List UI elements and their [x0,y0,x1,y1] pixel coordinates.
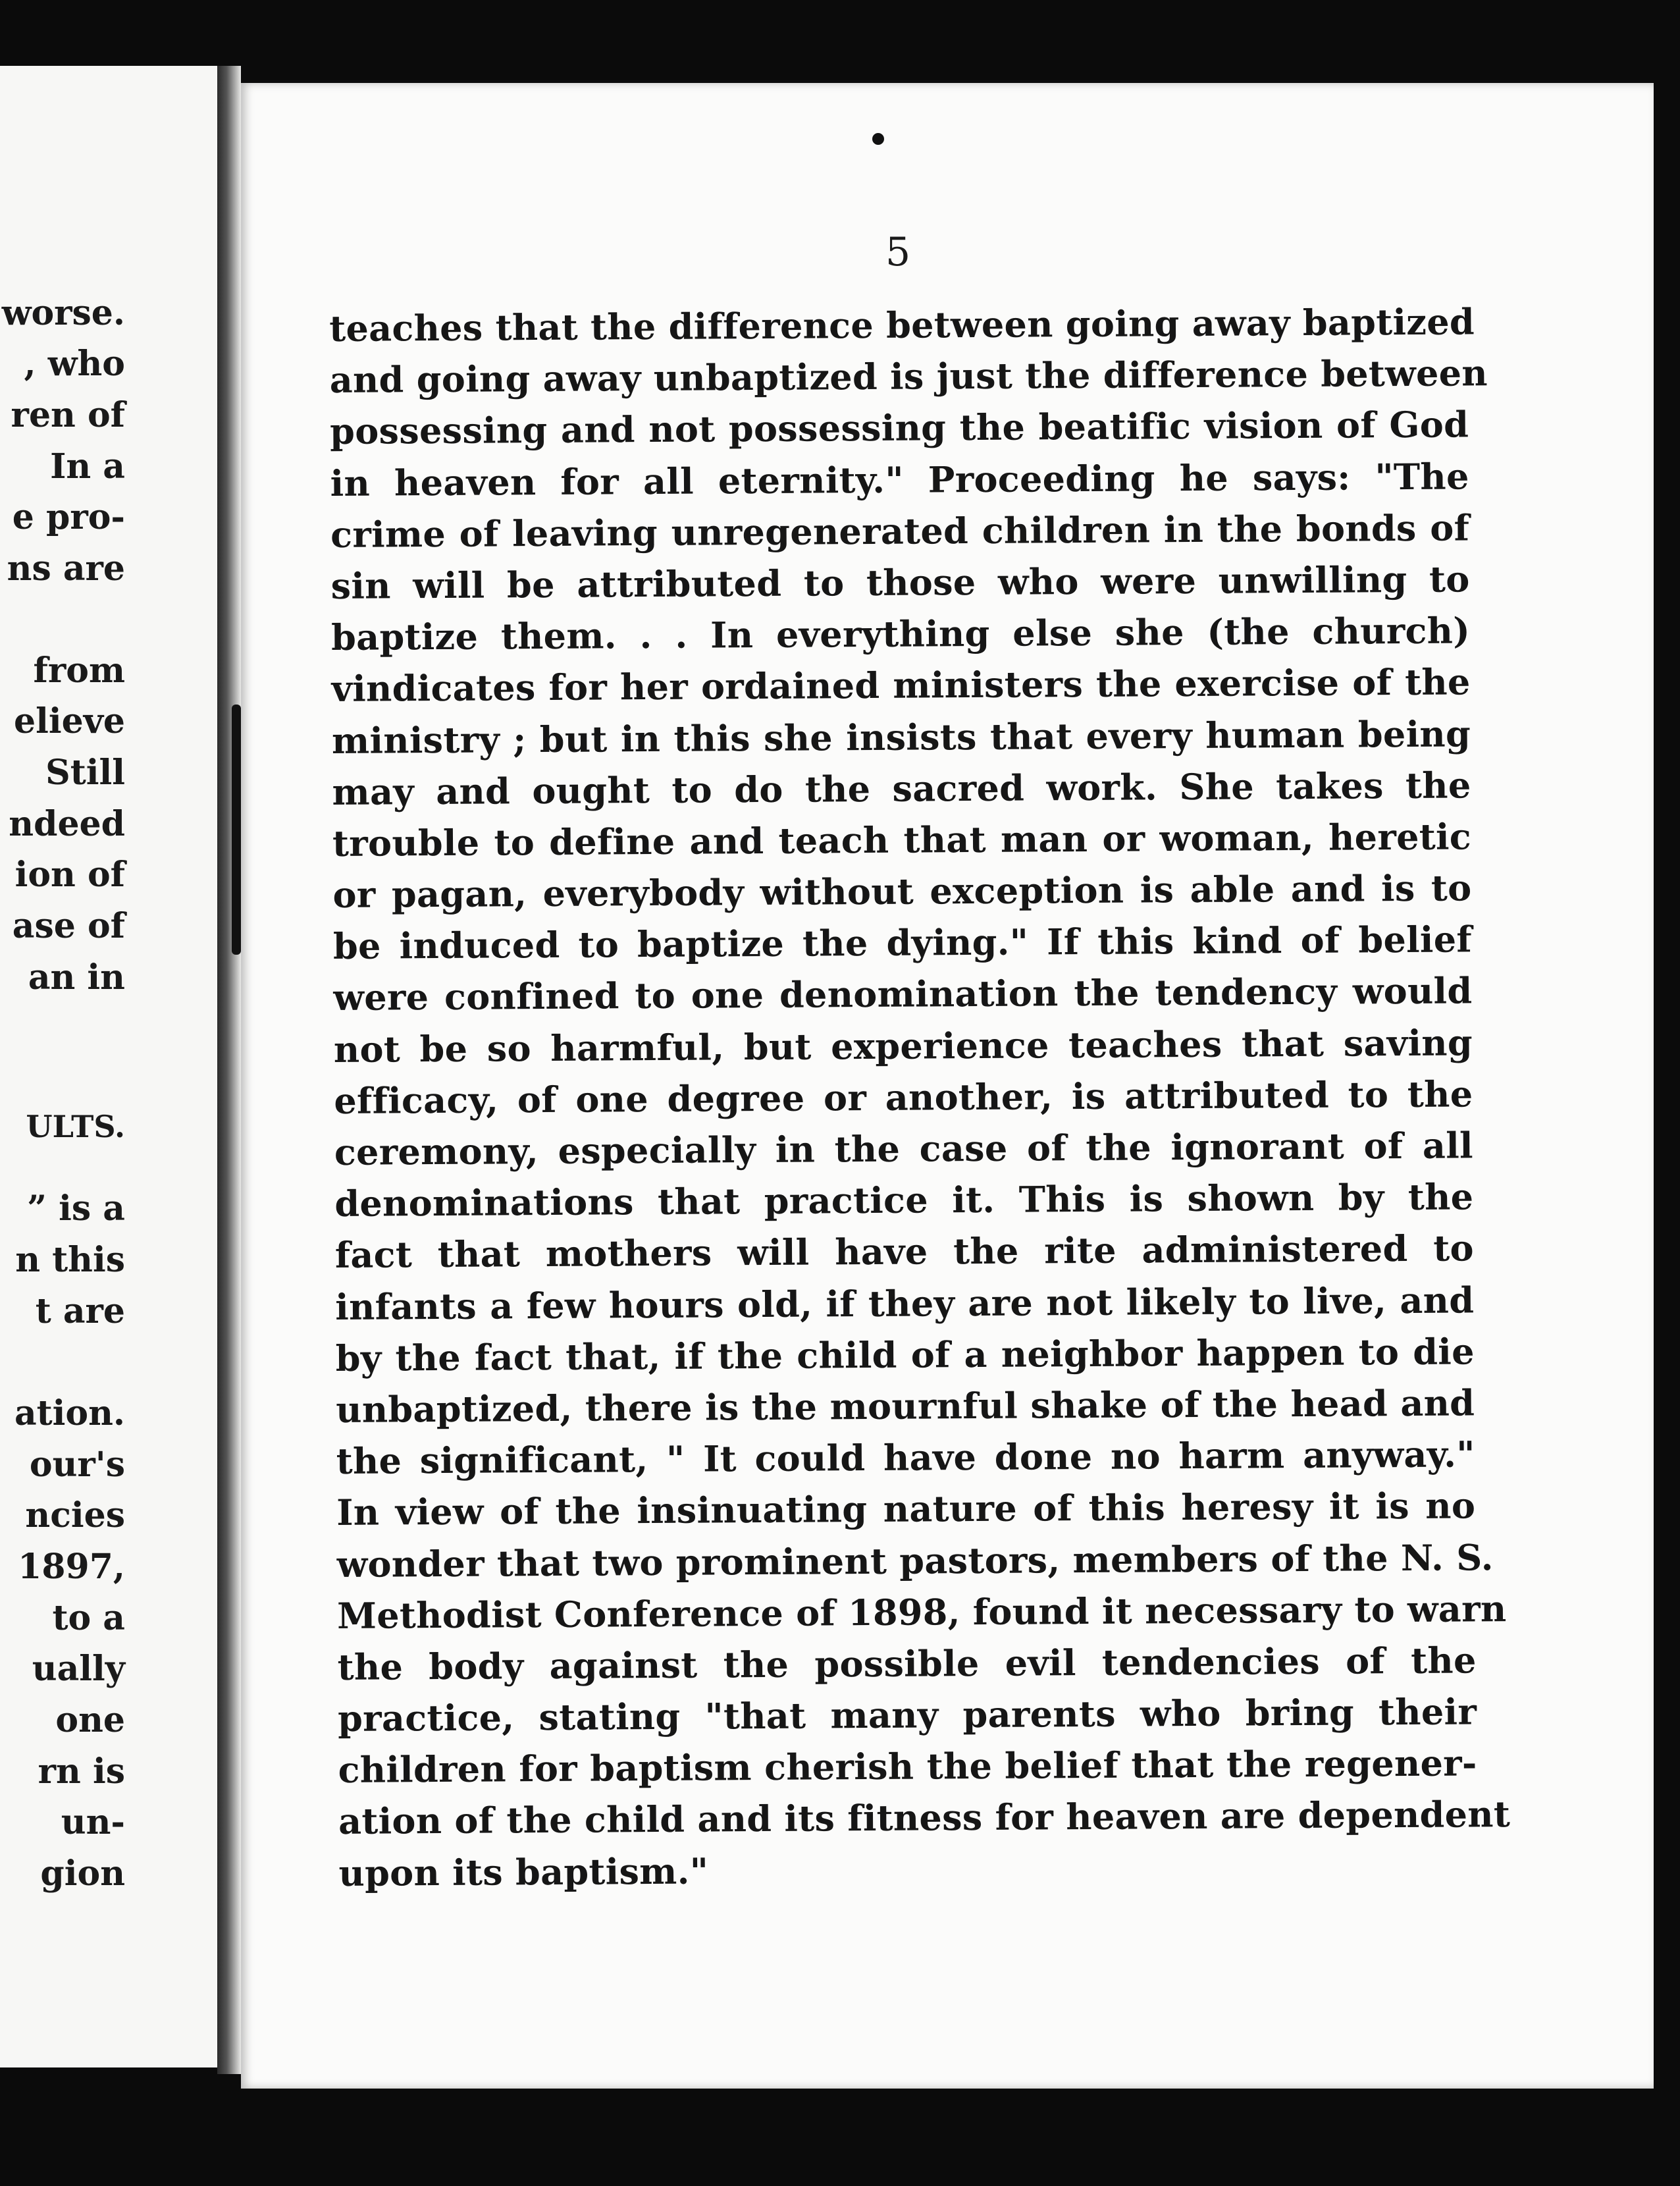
left-page-text-fragment: ULTS. [26,1109,125,1144]
text-line: by the fact that, if the child of a neighbor happen to die [335,1330,1475,1379]
left-page-text-fragment: In a [50,446,125,487]
left-page-text-fragment: to a [52,1598,125,1638]
text-line: and going away unbaptized is just the difference between [329,352,1488,402]
left-page-text-fragment: Still [45,753,125,793]
text-line: denominations that practice it. This is shown by the [334,1175,1474,1225]
ink-speck [872,133,884,145]
text-line: sin will be attributed to those who were unwilling to [330,558,1470,607]
text-line: were confined to one denomination the tendency would [333,969,1473,1019]
book-gutter [217,66,241,2074]
text-line: possessing and not possessing the beatific vision of God [329,403,1469,453]
text-line: crime of leaving unregenerated children in the bonds of [330,506,1470,556]
left-page-text-fragment: t are [35,1291,125,1331]
left-page-text-fragment: e pro- [12,497,125,537]
text-line: teaches that the difference between going away baptized [329,300,1475,350]
left-page-text-fragment: n this [15,1240,125,1280]
text-line: efficacy, of one degree or another, is attributed to the [334,1073,1473,1122]
text-line: the body against the possible evil tendencies of the [337,1639,1477,1688]
left-page-text-fragment: an in [28,957,125,998]
text-line: unbaptized, there is the mournful shake of the head and [336,1381,1475,1431]
binding-stitch [232,705,241,955]
left-page-text-fragment: gion [40,1853,125,1894]
left-page-text-fragment: ion of [14,855,125,895]
left-page-text-fragment: , who [24,344,125,384]
left-page-text-fragment: worse. [1,293,125,333]
left-page-text-fragment: 1897, [18,1547,125,1587]
left-page-text-fragment: ns are [7,548,125,589]
left-page-text-fragment: rn is [38,1751,125,1792]
text-line: upon its baptism." [338,1850,709,1894]
text-line: Methodist Conference of 1898, found it necessary to warn [336,1587,1507,1637]
text-line: be induced to baptize the dying." If this kind of belief [332,918,1473,968]
left-page-text-fragment: ndeed [9,804,125,844]
left-facing-page [0,66,217,2067]
page-body-text [329,296,1511,1898]
text-line: in heaven for all eternity." Proceeding he says: "The [330,454,1469,504]
left-page-text-fragment: ren of [11,395,125,435]
text-line: ation of the child and its fitness for heaven are dependent [338,1793,1511,1843]
left-page-text-fragment: ” is a [27,1188,125,1229]
text-line: vindicates for her ordained ministers the exercise of the [331,660,1471,710]
left-page-text-fragment: from [33,651,125,691]
text-line: ceremony, especially in the case of the ignorant of all [334,1124,1474,1173]
left-page-text-fragment: ually [32,1649,125,1689]
text-line: may and ought to do the sacred work. She takes the [332,764,1471,813]
text-line: fact that mothers will have the rite administered to [334,1227,1474,1277]
left-page-text-fragment: our's [29,1445,125,1485]
text-line: or pagan, everybody without exception is able and is to [332,866,1472,917]
left-page-text-fragment: ncies [25,1495,125,1535]
text-line: children for baptism cherish the belief that the regener- [338,1742,1477,1792]
text-line: In view of the insinuating nature of this heresy it is no [336,1484,1476,1534]
text-line: baptize them. . . In everything else she (the church) [330,609,1471,659]
left-page-text-fragment: one [55,1700,125,1740]
text-line: the significant, " It could have done no harm anyway." [336,1433,1475,1483]
left-page-text-fragment: elieve [14,701,125,741]
text-line: infants a few hours old, if they are not likely to live, and [335,1278,1475,1328]
text-line: wonder that two prominent pastors, members of the N. S. [336,1535,1494,1586]
text-line: trouble to define and teach that man or woman, heretic [332,815,1472,865]
left-page-text-fragment: ation. [14,1393,125,1433]
text-line: practice, stating "that many parents who bring their [337,1690,1477,1740]
text-line: not be so harmful, but experience teaches that saving [333,1021,1473,1071]
text-line: ministry ; but in this she insists that every human being [331,712,1471,762]
page-number: 5 [885,229,911,275]
left-page-text-fragment: ase of [12,906,125,946]
left-page-text-fragment: un- [61,1802,125,1842]
